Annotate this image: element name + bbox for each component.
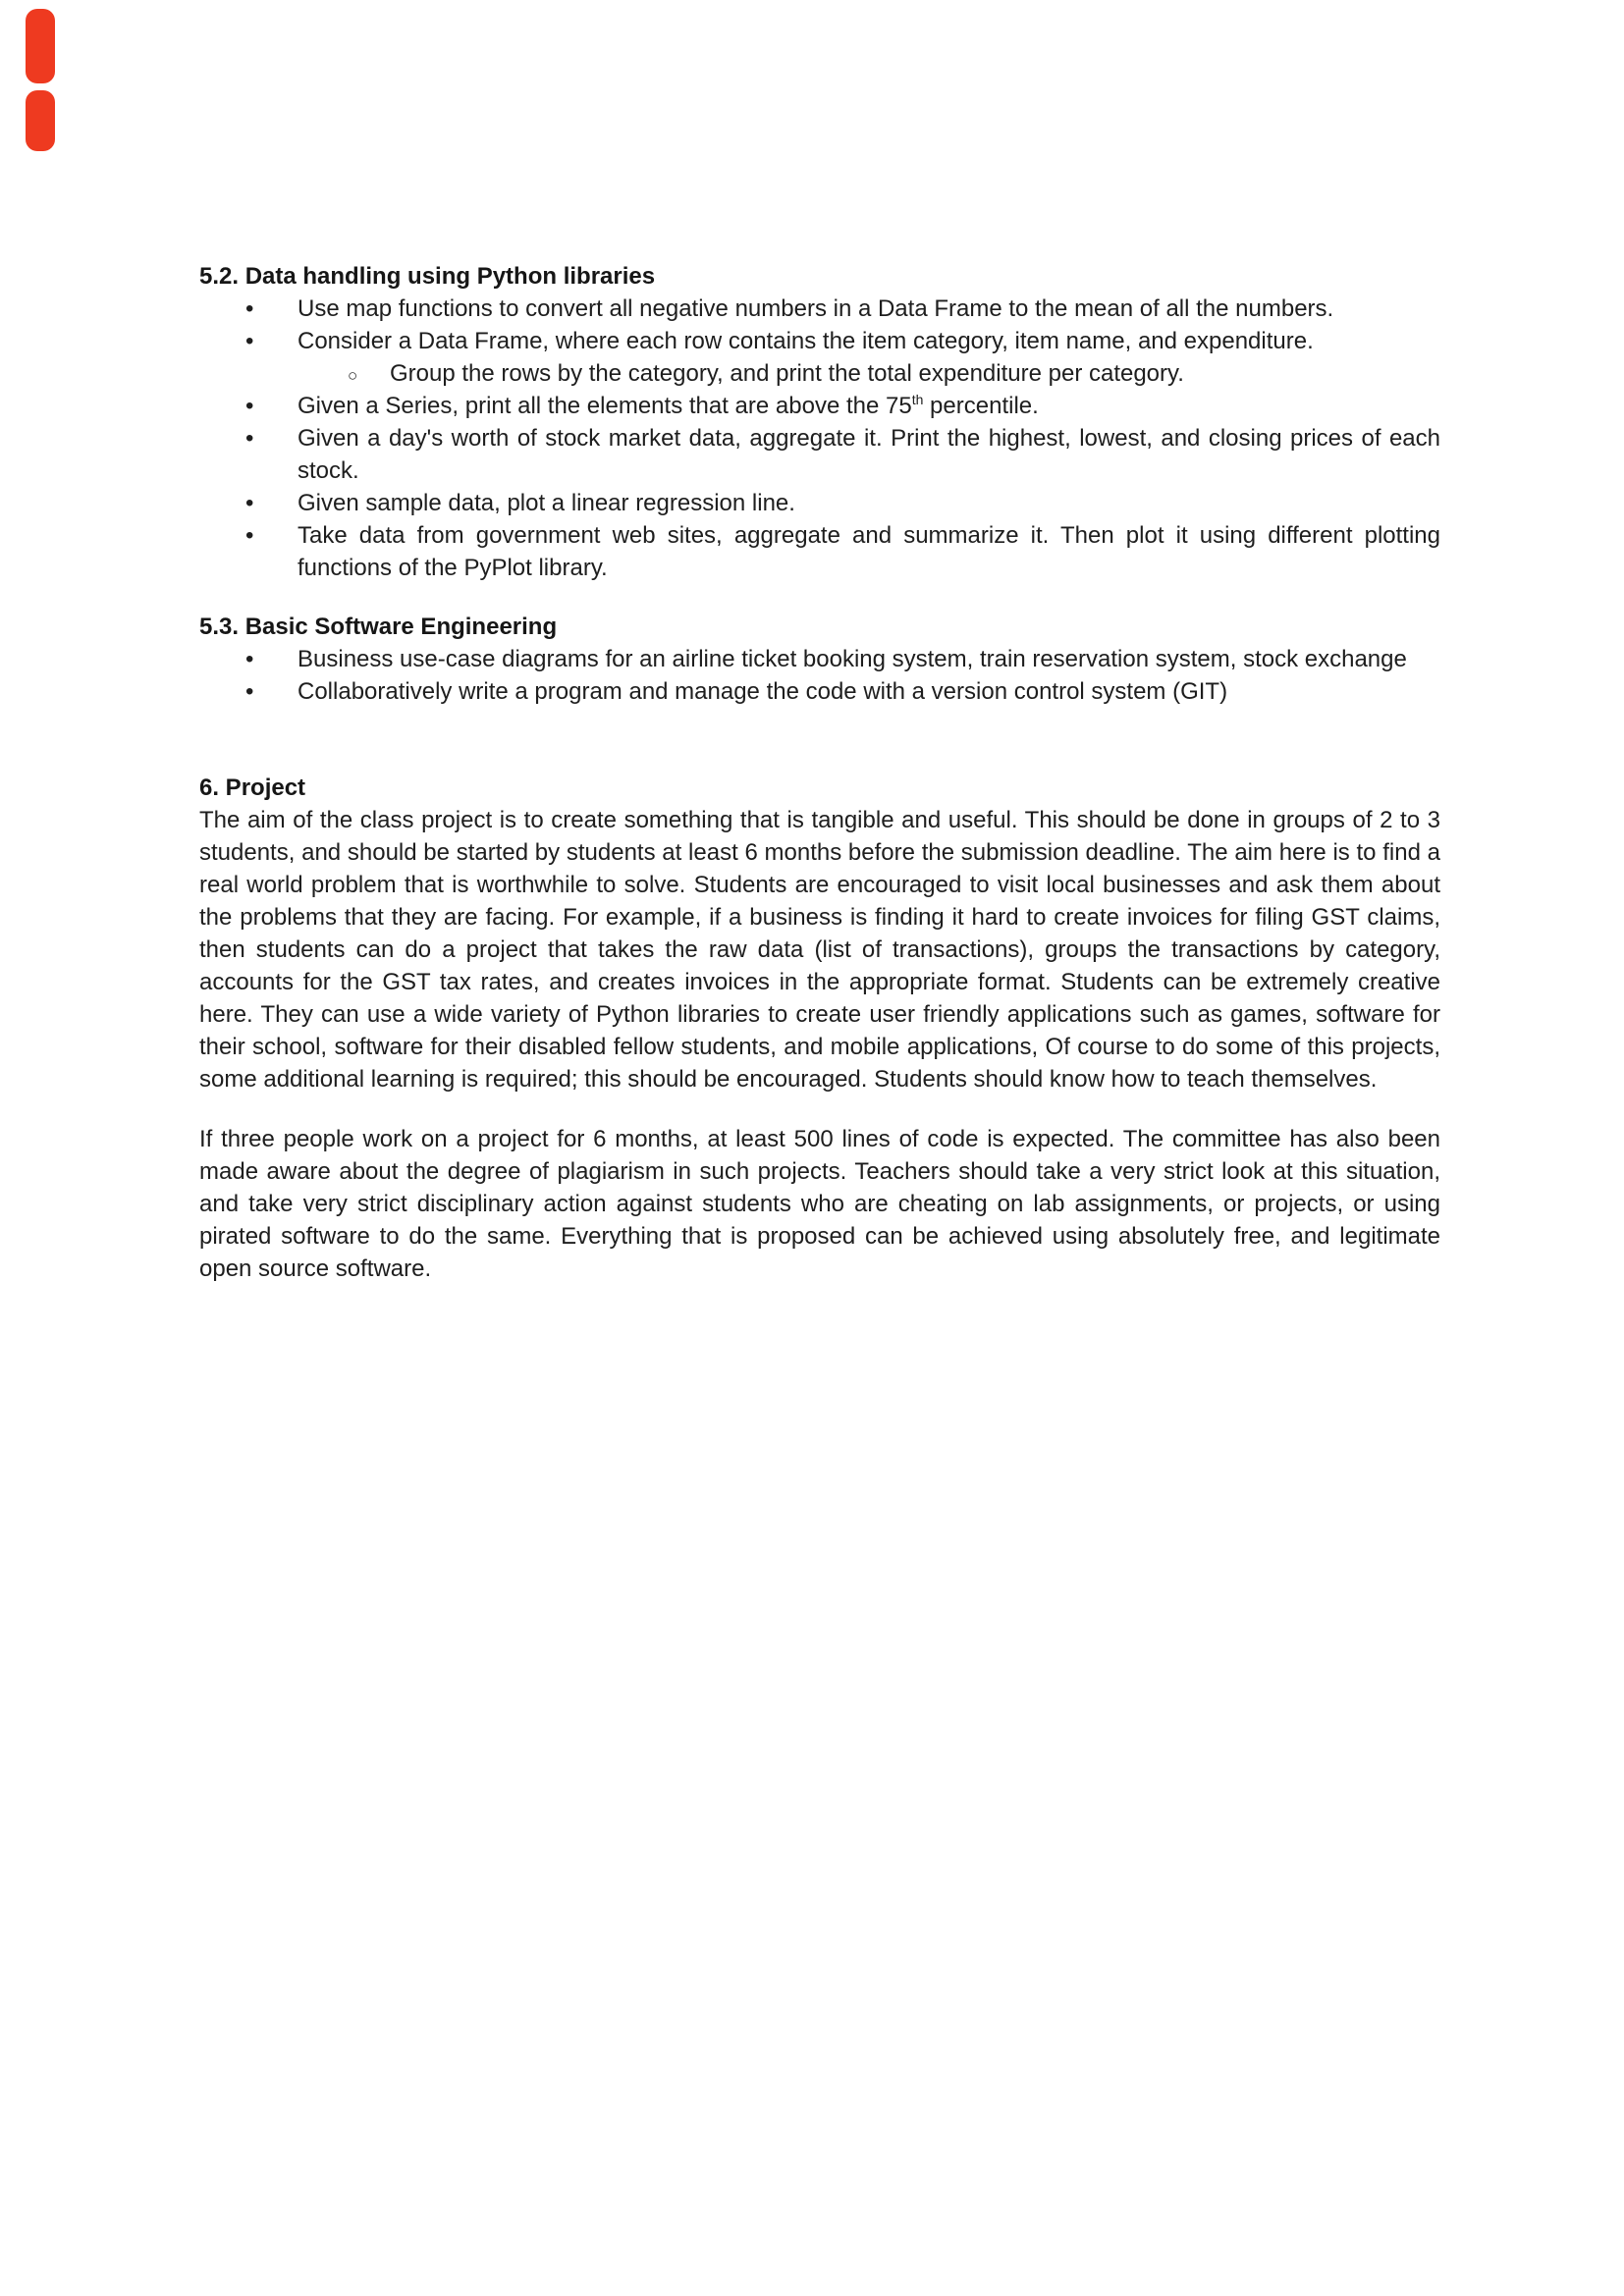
bullet-item	[199, 390, 1440, 422]
ordinal-superscript: th	[911, 392, 924, 407]
section-5-2-bullet-list	[199, 293, 1440, 584]
bullet-text-after-sup: percentile.	[923, 393, 1039, 419]
bullet-item	[199, 293, 1440, 325]
bullet-text: Business use-case diagrams for an airline ticket booking system, train reservation system, stock exchange	[298, 646, 1407, 672]
bullet-text: Given sample data, plot a linear regression line.	[298, 490, 795, 516]
section-5-3-bullet-list	[199, 643, 1440, 708]
bullet-item	[199, 675, 1440, 708]
bullet-text: Take data from government web sites, aggregate and summarize it. Then plot it using different plotting functions of the PyPlot library.	[298, 522, 1440, 581]
bullet-text-before-sup: Given a Series, print all the elements that are above the 75	[298, 393, 912, 419]
bullet-item	[199, 487, 1440, 519]
bullet-disc-icon: •	[245, 425, 254, 452]
bullet-text: Given a day's worth of stock market data, aggregate it. Print the highest, lowest, and closing prices of each stock.	[298, 425, 1440, 484]
bullet-disc-icon: •	[245, 295, 254, 322]
bullet-item	[199, 643, 1440, 675]
bullet-text: Use map functions to convert all negative numbers in a Data Frame to the mean of all the numbers.	[298, 295, 1334, 322]
bullet-text: Collaboratively write a program and manage the code with a version control system (GIT)	[298, 678, 1228, 705]
project-paragraph-1: The aim of the class project is to create something that is tangible and useful. This should be done in groups of 2 to 3 students, and should be started by students at least 6 months before the submission deadline. The aim here is to find a real world problem that is worthwhile to solve. Students are encouraged to visit local businesses and ask them about the problems that they are facing. For example, if a business is finding it hard to create invoices for filing GST claims, then students can do a project that takes the raw data (list of transactions), groups the transactions by category, accounts for the GST tax rates, and creates invoices in the appropriate format. Students can be extremely creative here. They can use a wide variety of Python libraries to create user friendly applications such as games, software for their school, software for their disabled fellow students, and mobile applications, Of course to do some of this projects, some additional learning is required; this should be encouraged. Students should know how to teach themselves.	[199, 807, 1440, 1093]
document-content	[199, 260, 1440, 1285]
sub-bullet-item	[199, 357, 1440, 390]
bullet-item	[199, 519, 1440, 584]
bullet-disc-icon: •	[245, 678, 254, 705]
bullet-circle-icon: ○	[348, 366, 358, 385]
red-pen-mark-stroke-1	[26, 9, 55, 83]
red-pen-mark-stroke-2	[26, 90, 55, 151]
bullet-disc-icon: •	[245, 490, 254, 516]
bullet-item	[199, 325, 1440, 357]
bullet-text: Consider a Data Frame, where each row contains the item category, item name, and expenditure.	[298, 328, 1314, 354]
section-heading-6: 6. Project	[199, 774, 306, 801]
bullet-disc-icon: •	[245, 328, 254, 354]
bullet-item	[199, 422, 1440, 487]
project-paragraph-2: If three people work on a project for 6 months, at least 500 lines of code is expected. The committee has also been made aware about the degree of plagiarism in such projects. Teachers should take a very strict look at this situation, and take very strict disciplinary action against students who are cheating on lab assignments, or projects, or using pirated software to do the same. Everything that is proposed can be achieved using absolutely free, and legitimate open source software.	[199, 1126, 1440, 1282]
bullet-text	[298, 393, 1039, 419]
section-heading-5-2: 5.2. Data handling using Python libraries	[199, 263, 656, 290]
bullet-disc-icon: •	[245, 393, 254, 419]
bullet-disc-icon: •	[245, 522, 254, 549]
section-heading-5-3: 5.3. Basic Software Engineering	[199, 614, 558, 640]
sub-bullet-text: Group the rows by the category, and print the total expenditure per category.	[390, 360, 1184, 387]
bullet-disc-icon: •	[245, 646, 254, 672]
